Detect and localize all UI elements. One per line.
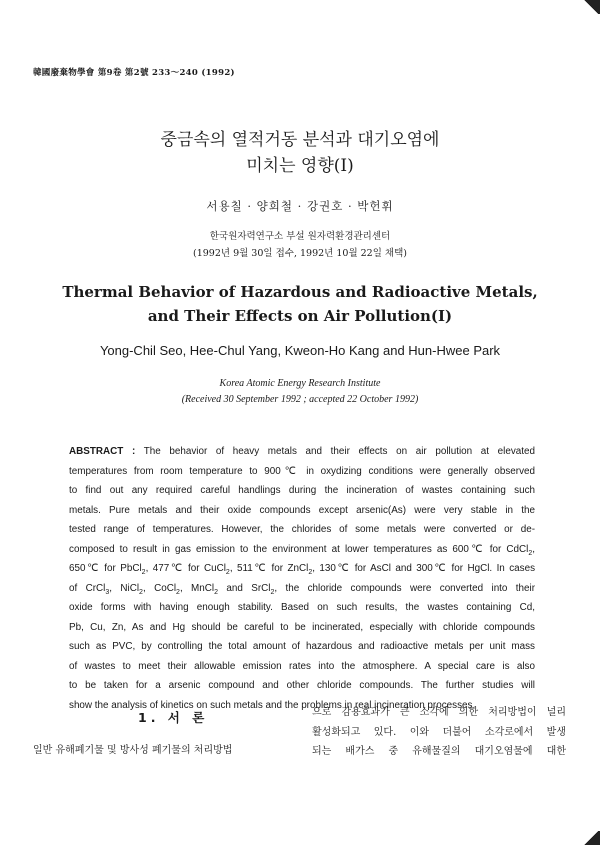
abstract-line: such as PVC, by controlling the total amount of hazardous and radioactive metals per unit mass — [69, 641, 535, 652]
dates-ko: (1992년 9월 30일 접수, 1992년 10월 22일 채택) — [192, 248, 407, 259]
page-corner-mark — [582, 0, 600, 14]
body-text-line: 으로 감용효과가 큰 소각에 의한 처리방법이 널리 — [312, 707, 566, 718]
authors-en: Yong-Chil Seo, Hee-Chul Yang, Kweon-Ho Kang and Hun-Hwee Park — [99, 343, 501, 358]
abstract-line: composed to result in gas emission to the environment at lower temperatures as 600℃ for CdCl$_2$, — [69, 543, 535, 557]
abstract-line: temperatures from room temperature to 900℃ in oxydizing conditions were generally observed — [69, 465, 535, 477]
title-en-line1: Thermal Behavior of Hazardous and Radioactive Metals, — [62, 283, 538, 301]
affiliation-en: Korea Atomic Energy Research Institute — [219, 378, 381, 389]
title-en-block — [0, 280, 600, 328]
title-ko-line1: 중금속의 열적거동 분석과 대기오염에 — [160, 130, 440, 150]
body-text-line: 되는 배가스 중 유해물질의 대기오염물에 대한 — [312, 746, 566, 757]
authors-ko: 서용칠 · 양희철 · 강권호 · 박헌휘 — [206, 199, 394, 213]
body-right-column — [312, 703, 566, 762]
abstract-line: oxide forms with having enough stability. Based on such results, the wastes containing Cd, — [69, 602, 535, 613]
dates-en: (Received 30 September 1992 ; accepted 22 October 1992) — [181, 394, 419, 405]
abstract-line: 650℃ for PbCl$_2$, 477℃ for CuCl$_2$, 511℃ for ZnCl$_2$, 130℃ for AsCl and 300℃ for HgCl. In cases — [69, 563, 536, 576]
abstract — [69, 442, 535, 715]
page-corner-mark — [582, 831, 600, 845]
abstract-line: to find out any required careful handlings during the incineration of wastes containing such — [69, 485, 535, 496]
body-left-column — [33, 741, 303, 761]
affiliation-ko-block — [0, 228, 600, 262]
body-text-line: 일반 유해폐기물 및 방사성 폐기물의 처리방법 — [33, 745, 233, 756]
abstract-line: to be taken for a arsenic compound and other chloride compounds. The further studies will — [69, 680, 535, 691]
abstract-label: ABSTRACT : — [69, 446, 136, 457]
journal-header: 韓國廢棄物學會 第9卷 第2號 233～240 (1992) — [33, 68, 235, 78]
affiliation-ko: 한국원자력연구소 부설 원자력환경관리센터 — [209, 231, 391, 242]
abstract-line: of CrCl$_3$, NiCl$_2$, CoCl$_2$, MnCl$_2$ and SrCl$_2$, the chloride compounds were converted into their — [69, 582, 536, 596]
abstract-line: Pb, Cu, Zn, As and Hg should be careful to be incinerated, especially with chloride compounds — [69, 621, 535, 633]
affiliation-en-block — [0, 376, 600, 408]
abstract-line: metals. Pure metals and their oxide compounds except arsenic(As) were very stable in the — [69, 504, 535, 516]
abstract-line: ABSTRACT : The behavior of heavy metals and their effects on air pollution at elevated — [69, 446, 535, 457]
title-en-line2: and Their Effects on Air Pollution(I) — [147, 307, 453, 325]
abstract-line: tested range of temperatures. However, the chlorides of some metals were converted or de- — [69, 524, 535, 535]
section-heading: 1. 서 론 — [138, 710, 209, 725]
body-text-line: 활성화되고 있다. 이와 더불어 소각로에서 발생 — [312, 726, 566, 738]
title-ko-line2: 미치는 영향(I) — [246, 156, 354, 176]
abstract-line: of wastes to meet their allowable emission rates into the atmosphere. A special care is also — [69, 660, 535, 672]
abstract-line: show the analysis of kinetics on such metals and the problems in real incineration processes. — [69, 699, 476, 711]
